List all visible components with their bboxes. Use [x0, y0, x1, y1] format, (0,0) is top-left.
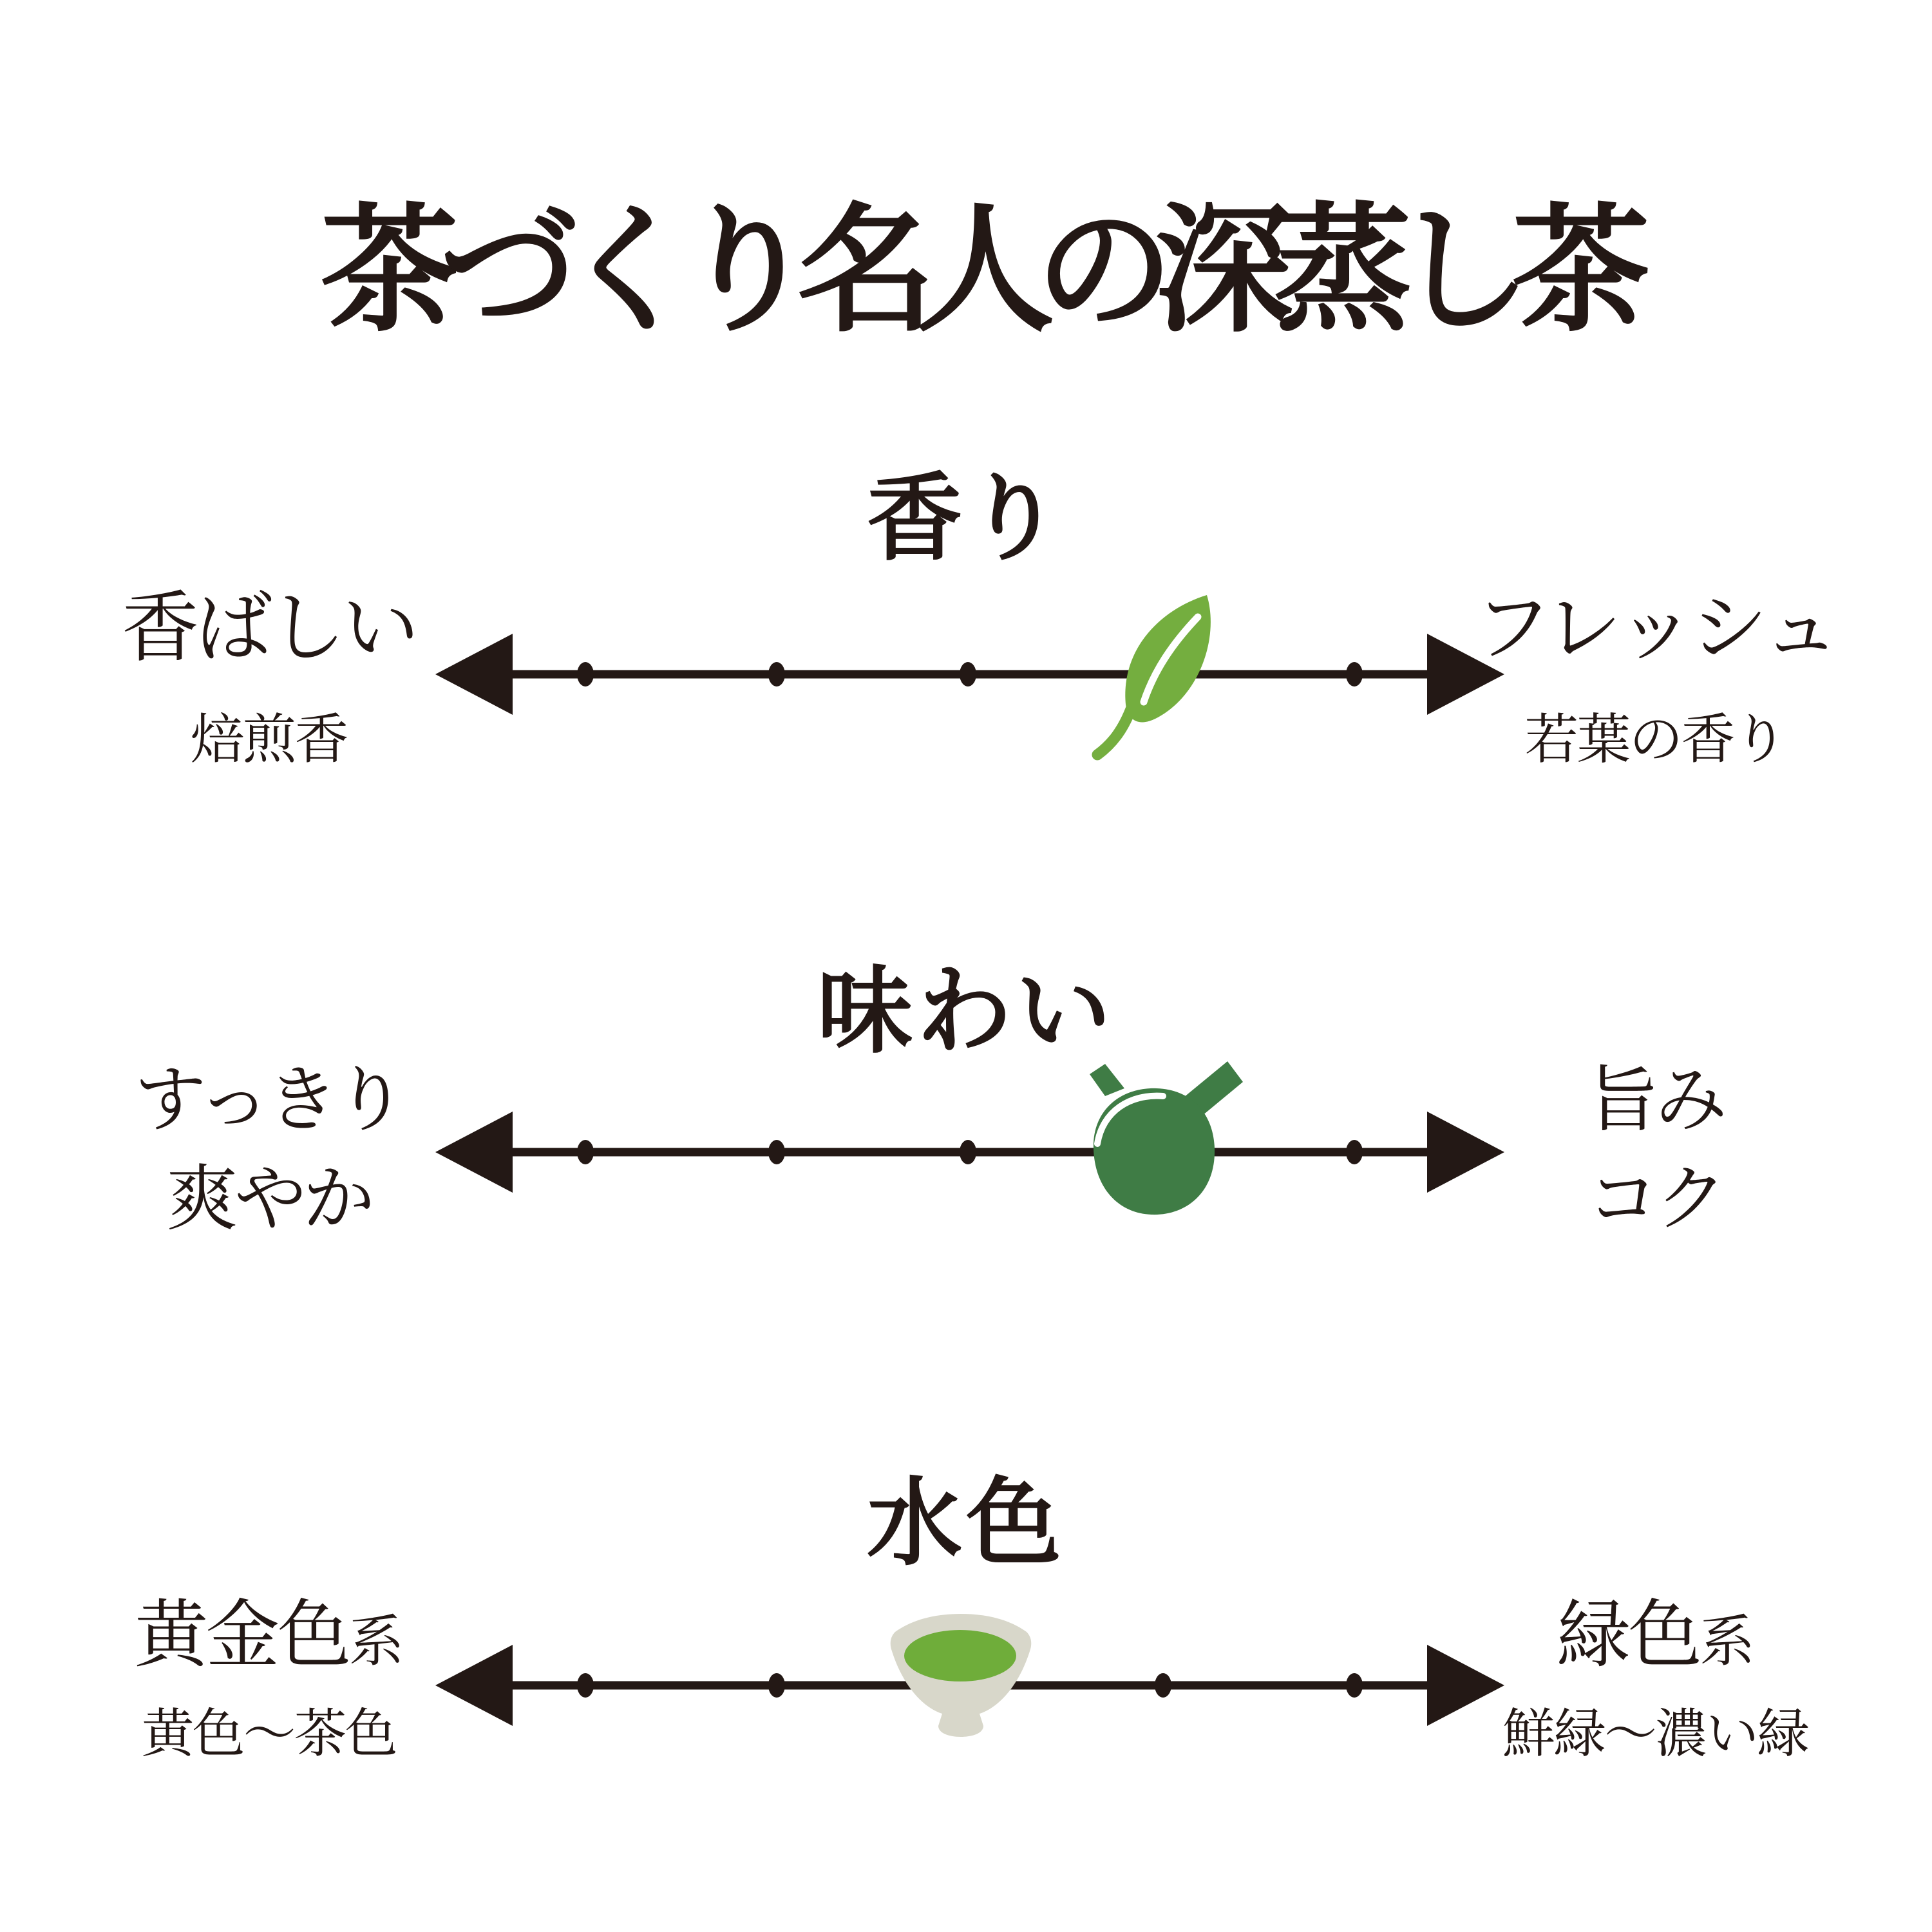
tea-bowl-icon	[891, 1614, 1032, 1737]
liquor-color-left-label-text: 黄金色	[134, 1594, 349, 1676]
aroma-left-sublabel: 焙煎香	[190, 709, 347, 770]
taste-right-label-line2: コク	[1587, 1159, 1723, 1239]
liquor-color-right-sublabel: 鮮緑〜濃い緑	[1502, 1705, 1808, 1763]
taste-right-label-line1: 旨み	[1587, 1059, 1723, 1140]
section-heading-taste: 味わい	[817, 960, 1115, 1065]
section-heading-liquor-color: 水色	[867, 1472, 1065, 1577]
page-title: 茶づくり名人の深蒸し茶	[320, 194, 1631, 348]
taste-axis	[435, 1061, 1504, 1215]
taste-left-label-line2: 爽やか	[166, 1159, 371, 1239]
liquor-color-right-label-suffix: 系	[1700, 1611, 1754, 1672]
liquor-color-axis	[435, 1614, 1504, 1737]
teapot-icon	[1090, 1061, 1243, 1215]
liquor-color-left-label-suffix: 系	[348, 1611, 403, 1672]
liquor-color-left-sublabel: 黄色〜茶色	[141, 1705, 396, 1763]
liquor-color-right-label	[1462, 1594, 1848, 1676]
aroma-right-label: フレッシュ	[1474, 585, 1836, 671]
aroma-right-sublabel: 若葉の香り	[1524, 709, 1786, 770]
taste-left-label-line1: すっきり	[134, 1059, 403, 1140]
liquor-color-left-label	[75, 1594, 462, 1676]
aroma-left-label: 香ばしい	[122, 585, 415, 671]
liquor-color-right-label-text: 緑色	[1556, 1594, 1700, 1676]
section-heading-aroma: 香り	[867, 467, 1065, 573]
aroma-axis	[435, 595, 1504, 755]
